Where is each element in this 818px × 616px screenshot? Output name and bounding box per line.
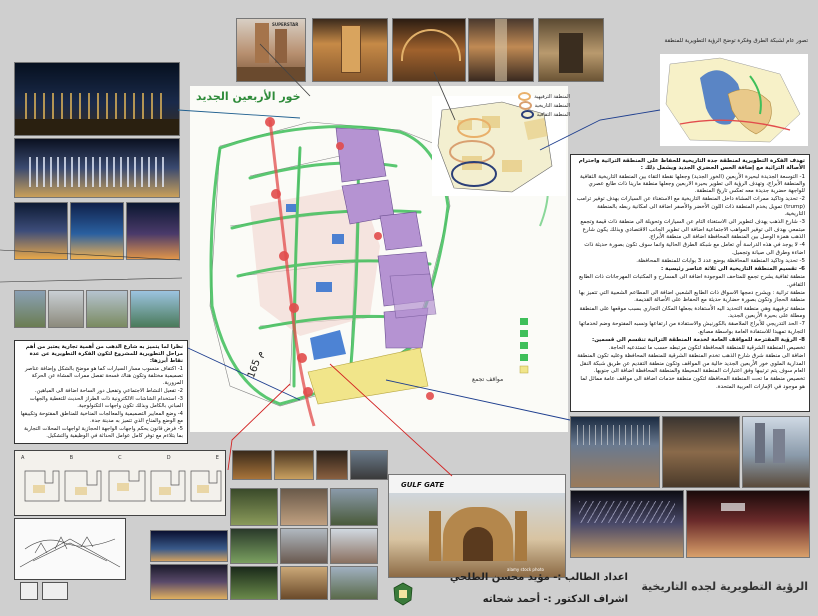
photo-souk-interior [392, 18, 466, 82]
legend-ring-icon [521, 110, 534, 119]
map-legend [498, 92, 570, 119]
photo-walkway-1 [230, 488, 278, 526]
photo-night-lane-1 [150, 530, 228, 562]
gulf-gate-logo: GULF GATE [401, 481, 445, 489]
photo-street-2 [48, 290, 84, 328]
photo-walkway-7 [230, 566, 278, 600]
section-label: D [166, 455, 171, 461]
photo-boulevard [662, 416, 740, 488]
brand-logo-text: SUPERSTAR [272, 22, 299, 27]
road-network-map [660, 54, 808, 146]
photo-walkway-3 [330, 488, 378, 526]
vision-point: منطقة تراثية : ويشرح دمجها الاسواق ذات الطابع الشعبي اضافة الى المطاعم الشعبية التي تتميز بها منطقة الحجاز وتكون بصورة حضارية حديثة مع الحفاظ على الأصالة القديمة. [579, 290, 805, 304]
section-label: E [215, 455, 219, 461]
photo-walkway-9 [330, 566, 378, 600]
sketch-thumb-1 [20, 582, 38, 600]
vision-point: منطقة ثقافية يشرح تجمع للمتاحف الموجودة اضافة الى المسارح و المكتبات المهرجانات ذات الطابع الثقافي. [579, 274, 805, 288]
gulf-gate-panel [388, 474, 566, 578]
legend-label: المنطقة الترفيهية [534, 93, 570, 100]
gold-street-point: 3- استخدام الشاشات الالكترونية ذات الطراز الحديث للتغطية والجهات المباني بالكامل وبذلك تكون واجهات التكنولوجية. [29, 396, 183, 409]
photo-credit: alamy stock photo [507, 567, 544, 572]
map-title: خور الأربعين الجديد [196, 90, 301, 103]
vision-point: 2- تحديد وتاكيد ممرات المشاة داخل المنطقة التاريخية مع الاستغناء عن السيارات بهدف توفير ترامب (trump) تمويل يخدم المنطقة ذات اللون الأخضر والأصفر اضافة الى امكانية ربطه بالمنطقة التاريخية. [576, 196, 805, 218]
vision-point: 5- تحديد وتاكيد المنطقة المحافظة بوضع عدد 3 بوابات للمنطقة المحافظة. [636, 257, 805, 264]
vision-point: اضافة الى منطقة شرق شارع الذهب تخدم المنطقة الشرقية للمنطقة المحافظة وعليه تكون المنطقة المدارية الملوي خور الأربعين الجديد خالية من المواقف وتكون منطقة التقديم عن طريق شبكة النقل العام سوف يتم ترتيبها وفق اعتبارات المنطقة المحيطة والمنطقة المحافظة اضافة الى جنوبها. [577, 353, 805, 375]
photo-walkway-5 [280, 528, 328, 564]
legend-label: المنطقة التاريخية [534, 102, 570, 109]
photo-street-1 [14, 290, 46, 328]
vision-point: 4- لا يوجد في هذه الدراسة أي تعامل مع شبكة الطرق الحالية وانما سوف تكون بصورة حديثة ذات اضاءة وطرق الى صيانة وتجميل. [584, 242, 805, 256]
photo-street-3 [86, 290, 128, 328]
photo-arcade-3 [316, 450, 348, 480]
photo-marina-3 [126, 202, 180, 260]
photo-arcade-1 [232, 450, 272, 480]
vision-point: منطقة ترفيهية وهي منطقة التحديد اليه الأستفادة بجعلها المكان التجاري بسبب موقعها على المنطقة ومطلة على بحيرة الأربعين الجديد. [579, 305, 805, 319]
photo-shopfront-night [686, 490, 810, 558]
photo-marina-1 [14, 202, 68, 260]
photo-arcade-4 [350, 450, 388, 480]
project-title: الرؤية التطويرية لجده التاريخية [641, 580, 808, 593]
development-vision-text [570, 154, 810, 412]
photo-wind-tower [312, 18, 388, 82]
parking-note: مواقف تجمع [472, 376, 504, 383]
section-label: A [21, 455, 25, 461]
vision-point: 6- تقسيم المنطقة التاريخية الى ثلاثة عناصر رئيسية : [661, 266, 805, 273]
gold-street-point: 4- وضع المعايير التصميمية والمعالجات المناخية للمناطق المفتوحة وتكييفها مع الوضع والمناخ الذي تتميز به مدينة جدة. [20, 411, 183, 424]
photo-night-skyline [14, 62, 180, 136]
vision-intro: تهدف الفكرة التطويرية لمنطقة جدة التاريخية للحفاظ على المنطقة التراثية واحترام الأصالة التراثية مع إضافة الحس الحضري الجديد ويشمل ذلك : [578, 158, 805, 172]
gate-photo [389, 493, 565, 577]
gold-street-point: 1- اكتفاف منسوب مسار السيارات كما هو موضح بالشكل وإضافة عناصر تصميمية مختلفة وتكون هناك فسحة تفصل ممرات المشاة عن الحركة المرورية. [24, 366, 183, 386]
legend-ring-icon [518, 92, 531, 101]
vision-point: 1- التوسعة الجديدة لبحيرة الأربعين (الخور الجديد) وجعلها نقطة التقاء بين المنطقة التاريخية الثقافية والمنطقة الأبراج، وتهدف الرؤية الى تطوير بحيرة الاربعين وجعلها منطقة مارينا ذات طابع عصري للواجهة حضرية جديدة معه تعكس تاريخ المنطقة. [579, 173, 805, 195]
section-label: B [69, 455, 73, 461]
street-section-drawing [17, 463, 223, 513]
road-network-caption: تصور عام لشبكة الطرق وفكرة توضح الرؤية التطويرية للمنطقة [664, 38, 808, 44]
vision-point: تخصيص منطقة ما تحت المنطقة المحافظة لتكون منطقة خدمات اضافة الى مواقف عامة مماثل لما هو موجود في الإمارات العربية المتحدة. [580, 376, 805, 390]
photo-mall-canopy [570, 416, 660, 488]
legend-ring-icon [519, 101, 532, 110]
student-credit: اعداد الطالب :- مؤيد محسن الطلحي [449, 572, 628, 583]
gold-street-point: 5- فرض قانون يحكم واجهات الواجهة الحجازية لواجهات المحلات التجارية بما يتلاءم مع توفر كامل عوامل الحداثة في الوظيفية والتشكيل. [24, 426, 183, 439]
gold-street-text [14, 340, 188, 444]
vision-point: تخصيص المنطقة الشرقية للمنطقة المحافظة لتكون مرتبطه حسب ما تستدعيه الحاجة. [608, 345, 805, 352]
photo-fountain-night [14, 138, 180, 198]
photo-souk-towers [236, 18, 306, 82]
street-perspective-sketch [14, 518, 126, 580]
legend-label: المنطقة الثقافية [536, 111, 570, 118]
photo-corridor [538, 18, 604, 82]
photo-walkway-8 [280, 566, 328, 600]
university-emblem [392, 582, 414, 606]
photo-alley-market [468, 18, 534, 82]
vision-point: 8- الرؤية المقترحة للمواقف العامة لخدمة المنطقة التراثية تنقسم الى قسمين: [592, 336, 805, 343]
photo-walkway-6 [330, 528, 378, 564]
photo-marina-2 [70, 202, 124, 260]
sketch-thumb-2 [42, 582, 68, 600]
vision-point: 7- الحد التدريجي للأبراج الملاصقة بالكورنيش والاستفادة من ارتفاعها ونسبه المفتوحة وضم لخدماتها التجارية تمهيدا للاستفادة العامة بواسطة مصانع. [579, 321, 805, 335]
photo-walkway-2 [280, 488, 328, 526]
road-width-label: 165 م [246, 349, 267, 380]
gold-street-intro: نظرا لما يتميز به شارع الذهب من أهمية تجارية يعتبر من أهم مراحل التطويرية للمشروع لتكون الفكرة التطويرية عن عدة نقاط أبرزها: [25, 344, 183, 364]
photo-night-lane-2 [150, 564, 228, 600]
photo-walkway-4 [230, 528, 278, 564]
photo-towers-plaza [742, 416, 810, 488]
section-label: C [118, 455, 122, 461]
photo-mall-interior [570, 490, 684, 558]
gold-street-point: 2- تفعيل النشاط الاجتماعي وتفعيل دور الساحة اضافة الى المياهين. [34, 388, 183, 394]
vision-point: 3- شارع الذهب يهدف لتطوير الى الاستغناء التام عن السيارات وتحويلة الى منطقة ذات قيمة وتجمع مبتمعي بهدف الى توفير المواهب الاجتماعية اضافة الى تطوير الجانب الاقتصادي وبذلك يكون شارع الذهب همزة الوصل بين المنطقة المحافظة اضافة الى منطقة الأبراج. [580, 219, 805, 240]
photo-street-4 [130, 290, 180, 328]
street-sections-panel [14, 450, 226, 516]
supervisor-credit: اشراف الدكتور :- أحمد شحاته [482, 594, 628, 605]
photo-arcade-2 [274, 450, 314, 480]
